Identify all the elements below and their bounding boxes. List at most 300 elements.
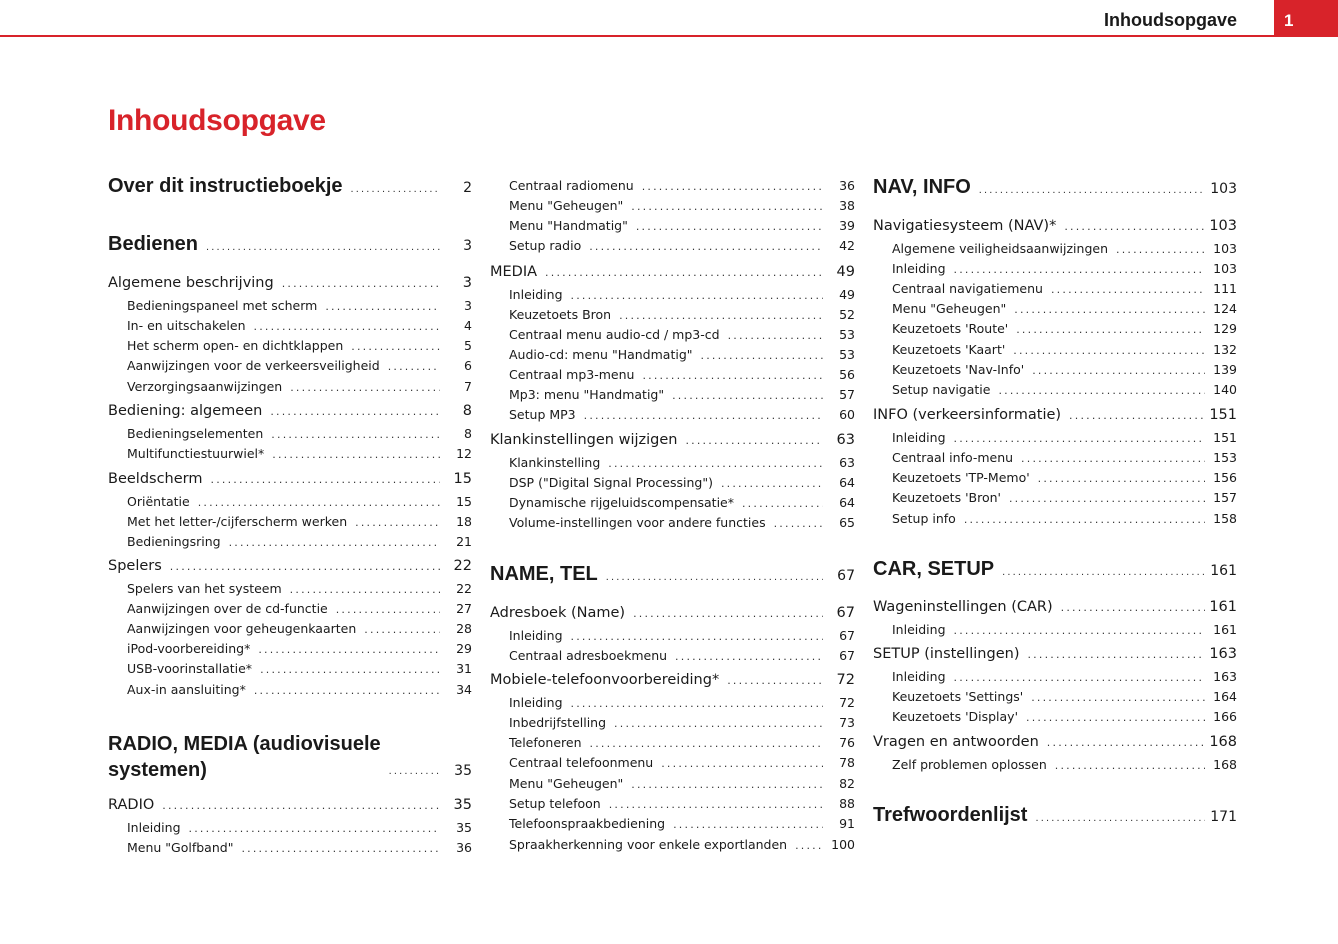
dot-leader <box>229 536 440 549</box>
toc-entry-title: Keuzetoets 'TP-Memo' <box>892 470 1030 485</box>
toc-page-number: 3 <box>463 238 472 254</box>
dot-leader <box>1035 812 1205 824</box>
dot-leader <box>1016 323 1205 336</box>
toc-page-number: 7 <box>464 379 472 394</box>
toc-subentry[interactable] <box>509 198 855 213</box>
toc-entry-title: Keuzetoets 'Bron' <box>892 490 1001 505</box>
toc-page-number: 103 <box>1209 218 1237 234</box>
toc-subentry[interactable] <box>509 407 855 422</box>
toc-chapter[interactable] <box>108 731 472 783</box>
toc-entry-title: Keuzetoets 'Settings' <box>892 689 1024 704</box>
toc-subentry[interactable] <box>509 307 855 322</box>
toc-subentry[interactable] <box>127 682 472 697</box>
toc-page-number: 36 <box>839 178 855 193</box>
toc-entry-title: SETUP (instellingen) <box>873 646 1020 662</box>
toc-page-number: 171 <box>1210 809 1237 825</box>
toc-section[interactable] <box>873 218 1237 234</box>
toc-page-number: 63 <box>836 432 855 448</box>
toc-subentry[interactable] <box>892 709 1237 724</box>
dot-leader <box>290 381 440 394</box>
dot-leader <box>389 765 440 777</box>
toc-entry-title: Bediening: algemeen <box>108 403 263 419</box>
toc-entry-title: USB-voorinstallatie* <box>127 661 253 676</box>
toc-subentry[interactable] <box>892 689 1237 704</box>
toc-entry-title: Menu "Handmatig" <box>509 218 628 233</box>
toc-entry-title: Mp3: menu "Handmatig" <box>509 387 665 402</box>
dot-leader <box>795 839 823 852</box>
toc-subentry[interactable] <box>509 796 855 811</box>
toc-page-number: 72 <box>836 672 855 688</box>
toc-section[interactable] <box>873 734 1237 750</box>
toc-entry-title: Klankinstellingen wijzigen <box>490 432 678 448</box>
toc-entry-title: Dynamische rijgeluidscompensatie* <box>509 495 734 510</box>
toc-page-number: 158 <box>1213 511 1237 526</box>
toc-page-number: 161 <box>1213 622 1237 637</box>
toc-subentry[interactable] <box>509 287 855 302</box>
toc-page-number: 103 <box>1213 261 1237 276</box>
dot-leader <box>1064 220 1205 233</box>
dot-leader <box>954 263 1205 276</box>
toc-subentry[interactable] <box>892 382 1237 397</box>
toc-page-number: 12 <box>456 446 472 461</box>
dot-leader <box>198 496 440 509</box>
toc-page-number: 168 <box>1209 734 1237 750</box>
toc-entry-title: NAME, TEL <box>490 563 598 585</box>
toc-subentry[interactable] <box>892 757 1237 772</box>
toc-entry-title: Inbedrijfstelling <box>509 715 607 730</box>
dot-leader <box>584 409 823 422</box>
toc-page-number: 65 <box>839 515 855 530</box>
toc-subentry[interactable] <box>509 347 855 362</box>
toc-page-number: 139 <box>1213 362 1237 377</box>
dot-leader <box>170 560 440 573</box>
toc-entry-title: Spraakherkenning voor enkele exportlanden <box>509 837 788 852</box>
dot-leader <box>589 240 823 253</box>
dot-leader <box>571 697 823 710</box>
toc-entry-title: Inleiding <box>127 820 181 835</box>
toc-entry-title: DSP ("Digital Signal Processing") <box>509 475 713 490</box>
toc-page-number: 163 <box>1209 646 1237 662</box>
toc-entry-title: Keuzetoets 'Nav-Info' <box>892 362 1025 377</box>
toc-subentry[interactable] <box>127 820 472 835</box>
toc-page-number: 67 <box>839 628 855 643</box>
toc-subentry[interactable] <box>509 816 855 831</box>
toc-entry-title: Inleiding <box>892 669 946 684</box>
toc-page-number: 163 <box>1213 669 1237 684</box>
dot-leader <box>701 349 823 362</box>
dot-leader <box>673 818 823 831</box>
toc-subentry[interactable] <box>509 367 855 382</box>
dot-leader <box>1031 691 1205 704</box>
toc-entry-title-line1: RADIO, MEDIA (audiovisuele <box>108 733 381 755</box>
toc-subentry[interactable] <box>509 648 855 663</box>
toc-entry-title: Keuzetoets 'Kaart' <box>892 342 1006 357</box>
toc-entry-title: Menu "Geheugen" <box>509 776 624 791</box>
toc-section[interactable] <box>490 672 855 688</box>
dot-leader <box>661 757 823 770</box>
toc-entry-title: Met het letter-/cijferscherm werken <box>127 514 348 529</box>
toc-subentry[interactable] <box>892 362 1237 377</box>
dot-leader <box>685 434 823 447</box>
toc-section[interactable] <box>873 599 1237 615</box>
toc-entry-title: Inleiding <box>892 430 946 445</box>
toc-entry-title: Volume-instellingen voor andere functies <box>509 515 766 530</box>
dot-leader <box>355 516 440 529</box>
toc-page-number: 8 <box>462 403 472 419</box>
toc-entry-title: Audio-cd: menu "Handmatig" <box>509 347 693 362</box>
toc-subentry[interactable] <box>892 342 1237 357</box>
dot-leader <box>290 583 440 596</box>
toc-subentry[interactable] <box>127 446 472 461</box>
toc-page-number: 22 <box>453 558 472 574</box>
toc-subentry[interactable] <box>127 534 472 549</box>
toc-subentry[interactable] <box>509 776 855 791</box>
toc-entry-title: Aux-in aansluiting* <box>127 682 246 697</box>
toc-entry-title: Zelf problemen oplossen <box>892 757 1047 772</box>
toc-subentry[interactable] <box>127 358 472 373</box>
toc-entry-title: Centraal info-menu <box>892 450 1014 465</box>
toc-page-number: 2 <box>463 180 472 196</box>
toc-page-number: 34 <box>456 682 472 697</box>
toc-section[interactable] <box>108 403 472 419</box>
toc-entry-title: Inleiding <box>892 622 946 637</box>
toc-chapter[interactable] <box>108 233 472 256</box>
toc-page-number: 151 <box>1213 430 1237 445</box>
dot-leader <box>270 405 440 418</box>
toc-entry-title: Setup telefoon <box>509 796 601 811</box>
toc-entry-title: Centraal radiomenu <box>509 178 634 193</box>
toc-entry-title: INFO (verkeersinformatie) <box>873 407 1062 423</box>
dot-leader <box>254 684 440 697</box>
toc-entry-title: MEDIA <box>490 264 538 280</box>
toc-subentry[interactable] <box>127 581 472 596</box>
dot-leader <box>351 340 440 353</box>
dot-leader <box>1032 364 1205 377</box>
dot-leader <box>675 650 823 663</box>
toc-page-number: 27 <box>456 601 472 616</box>
dot-leader <box>571 630 823 643</box>
toc-page-number: 31 <box>456 661 472 676</box>
dot-leader <box>1014 303 1205 316</box>
toc-page-number: 67 <box>837 568 855 584</box>
toc-page-number: 140 <box>1213 382 1237 397</box>
toc-entry-title: Aanwijzingen over de cd-functie <box>127 601 328 616</box>
toc-subentry[interactable] <box>509 628 855 643</box>
dot-leader <box>728 329 823 342</box>
toc-subentry[interactable] <box>127 298 472 313</box>
toc-page-number: 28 <box>456 621 472 636</box>
dot-leader <box>571 289 823 302</box>
toc-entry-title <box>108 731 381 783</box>
toc-subentry[interactable] <box>892 321 1237 336</box>
toc-subentry[interactable] <box>892 261 1237 276</box>
toc-subentry[interactable] <box>892 281 1237 296</box>
toc-page-number: 18 <box>456 514 472 529</box>
toc-subentry[interactable] <box>127 661 472 676</box>
toc-entry-title: Keuzetoets 'Route' <box>892 321 1009 336</box>
toc-entry-title: RADIO <box>108 797 155 813</box>
dot-leader <box>964 513 1205 526</box>
toc-subentry[interactable] <box>127 621 472 636</box>
toc-page-number: 161 <box>1210 563 1237 579</box>
toc-subentry[interactable] <box>127 641 472 656</box>
toc-subentry[interactable] <box>892 301 1237 316</box>
dot-leader <box>189 822 440 835</box>
toc-page-number: 161 <box>1209 599 1237 615</box>
toc-entry-title: Verzorgingsaanwijzingen <box>127 379 283 394</box>
toc-entry-title: Setup MP3 <box>509 407 576 422</box>
toc-section[interactable] <box>490 432 855 448</box>
toc-entry-title: Setup radio <box>509 238 582 253</box>
toc-subentry[interactable] <box>509 837 855 852</box>
toc-entry-title: Spelers <box>108 558 162 574</box>
toc-page-number: 3 <box>464 298 472 313</box>
toc-entry-title: Inleiding <box>509 287 563 302</box>
dot-leader <box>642 180 823 193</box>
dot-leader <box>545 266 823 279</box>
toc-page-number: 151 <box>1209 407 1237 423</box>
toc-page-number: 124 <box>1213 301 1237 316</box>
toc-page-number: 73 <box>839 715 855 730</box>
toc-page-number: 156 <box>1213 470 1237 485</box>
header-title: Inhoudsopgave <box>1103 10 1237 30</box>
toc-section[interactable] <box>108 797 472 813</box>
toc-subentry[interactable] <box>892 430 1237 445</box>
toc-page-number: 36 <box>456 840 472 855</box>
dot-leader <box>614 717 823 730</box>
toc-section[interactable] <box>873 407 1237 423</box>
toc-subentry[interactable] <box>509 515 855 530</box>
toc-entry-title: Centraal telefoonmenu <box>509 755 654 770</box>
toc-entry-title: Aanwijzingen voor geheugenkaarten <box>127 621 357 636</box>
toc-page-number: 63 <box>839 455 855 470</box>
toc-entry-title: Keuzetoets Bron <box>509 307 612 322</box>
toc-subentry[interactable] <box>509 387 855 402</box>
toc-subentry[interactable] <box>892 450 1237 465</box>
dot-leader <box>260 663 440 676</box>
toc-page-number: 91 <box>839 816 855 831</box>
toc-page-number: 76 <box>839 735 855 750</box>
toc-chapter[interactable] <box>873 804 1237 827</box>
dot-leader <box>619 309 823 322</box>
toc-subentry[interactable] <box>127 494 472 509</box>
toc-page-number: 21 <box>456 534 472 549</box>
header-rule <box>0 35 1338 37</box>
toc-entry-title: Wageninstellingen (CAR) <box>873 599 1053 615</box>
toc-page-number: 67 <box>839 648 855 663</box>
dot-leader <box>1069 409 1205 422</box>
dot-leader <box>1009 492 1205 505</box>
toc-section[interactable] <box>490 605 855 621</box>
toc-entry-title: Aanwijzingen voor de verkeersveiligheid <box>127 358 380 373</box>
toc-subentry[interactable] <box>509 495 855 510</box>
dot-leader <box>642 369 823 382</box>
toc-page-number: 153 <box>1213 450 1237 465</box>
toc-entry-title: Adresboek (Name) <box>490 605 626 621</box>
dot-leader <box>336 603 440 616</box>
toc-entry-title: Centraal menu audio-cd / mp3-cd <box>509 327 720 342</box>
dot-leader <box>162 799 440 812</box>
dot-leader <box>631 778 823 791</box>
toc-subentry[interactable] <box>892 241 1237 256</box>
dot-leader <box>633 607 823 620</box>
toc-entry-title: Menu "Geheugen" <box>509 198 624 213</box>
toc-entry-title: Centraal adresboekmenu <box>509 648 668 663</box>
toc-page-number: 35 <box>453 797 472 813</box>
toc-entry-title: Trefwoordenlijst <box>873 804 1028 826</box>
toc-subentry[interactable] <box>509 755 855 770</box>
toc-page-number: 3 <box>462 275 472 291</box>
toc-section[interactable] <box>108 275 472 291</box>
toc-subentry[interactable] <box>509 695 855 710</box>
toc-page-number: 103 <box>1210 181 1237 197</box>
toc-subentry[interactable] <box>127 318 472 333</box>
toc-subentry[interactable] <box>892 622 1237 637</box>
toc-subentry[interactable] <box>127 338 472 353</box>
dot-leader <box>609 798 823 811</box>
dot-leader <box>325 300 440 313</box>
toc-section[interactable] <box>873 646 1237 662</box>
dot-leader <box>979 184 1205 196</box>
toc-subentry[interactable] <box>892 511 1237 526</box>
toc-subentry[interactable] <box>509 475 855 490</box>
toc-entry-title: Het scherm open- en dichtklappen <box>127 338 344 353</box>
dot-leader <box>774 517 823 530</box>
toc-entry-title: Setup info <box>892 511 956 526</box>
toc-entry-title: Bedieningsring <box>127 534 221 549</box>
dot-leader <box>590 737 823 750</box>
toc-entry-title: Spelers van het systeem <box>127 581 282 596</box>
toc-section[interactable] <box>490 264 855 280</box>
dot-leader <box>721 477 823 490</box>
toc-subentry[interactable] <box>509 218 855 233</box>
toc-page-number: 164 <box>1213 689 1237 704</box>
toc-entry-title: Algemene veiligheidsaanwijzingen <box>892 241 1108 256</box>
toc-entry-title: CAR, SETUP <box>873 558 995 580</box>
toc-chapter[interactable] <box>873 176 1237 199</box>
dot-leader <box>351 183 440 195</box>
dot-leader <box>1047 736 1205 749</box>
toc-subentry[interactable] <box>892 490 1237 505</box>
dot-leader <box>1061 601 1205 614</box>
toc-entry-title: iPod-voorbereiding* <box>127 641 251 656</box>
toc-page-number: 8 <box>464 426 472 441</box>
toc-entry-title: Setup navigatie <box>892 382 991 397</box>
toc-page-number: 129 <box>1213 321 1237 336</box>
toc-page-number: 56 <box>839 367 855 382</box>
toc-page-number: 82 <box>839 776 855 791</box>
toc-entry-title: Beeldscherm <box>108 471 203 487</box>
toc-entry-title: Keuzetoets 'Display' <box>892 709 1019 724</box>
toc-entry-title: Bedieningselementen <box>127 426 264 441</box>
toc-subentry[interactable] <box>127 840 472 855</box>
dot-leader <box>1002 566 1205 578</box>
toc-subentry[interactable] <box>509 327 855 342</box>
header-page-number: 1 <box>1274 0 1338 37</box>
toc-entry-title: Centraal mp3-menu <box>509 367 635 382</box>
toc-page-number: 53 <box>839 347 855 362</box>
toc-page-number: 78 <box>839 755 855 770</box>
dot-leader <box>1051 283 1205 296</box>
toc-page-number: 72 <box>839 695 855 710</box>
dot-leader <box>1021 452 1205 465</box>
toc-subentry[interactable] <box>127 426 472 441</box>
toc-section[interactable] <box>108 471 472 487</box>
toc-subentry[interactable] <box>892 669 1237 684</box>
toc-entry-title: Inleiding <box>892 261 946 276</box>
dot-leader <box>636 220 823 233</box>
dot-leader <box>608 457 823 470</box>
toc-entry-title: Centraal navigatiemenu <box>892 281 1043 296</box>
toc-subentry[interactable] <box>509 238 855 253</box>
dot-leader <box>388 360 440 373</box>
toc-entry-title: Vragen en antwoorden <box>873 734 1039 750</box>
toc-entry-title: Inleiding <box>509 695 563 710</box>
toc-page-number: 157 <box>1213 490 1237 505</box>
toc-page-number: 39 <box>839 218 855 233</box>
dot-leader <box>211 473 441 486</box>
dot-leader <box>1116 243 1205 256</box>
toc-entry-title-line2: systemen) <box>108 759 207 781</box>
toc-entry-title: Bedieningspaneel met scherm <box>127 298 318 313</box>
toc-page-number: 53 <box>839 327 855 342</box>
toc-subentry[interactable] <box>892 470 1237 485</box>
toc-chapter[interactable] <box>108 175 472 198</box>
dot-leader <box>1055 759 1205 772</box>
dot-leader <box>998 384 1205 397</box>
toc-page-number: 52 <box>839 307 855 322</box>
toc-subentry[interactable] <box>509 715 855 730</box>
toc-subentry[interactable] <box>127 379 472 394</box>
dot-leader <box>1027 648 1205 661</box>
toc-subentry[interactable] <box>509 455 855 470</box>
toc-page-number: 38 <box>839 198 855 213</box>
toc-page-number: 111 <box>1213 281 1237 296</box>
dot-leader <box>954 671 1205 684</box>
toc-page-number: 49 <box>836 264 855 280</box>
toc-entry-title: Algemene beschrijving <box>108 275 274 291</box>
toc-page-number: 35 <box>454 763 472 779</box>
dot-leader <box>271 428 440 441</box>
toc-page-number: 132 <box>1213 342 1237 357</box>
dot-leader <box>672 389 823 402</box>
toc-chapter[interactable] <box>490 563 855 586</box>
toc-page-number: 22 <box>456 581 472 596</box>
toc-entry-title: Klankinstelling <box>509 455 601 470</box>
toc-subentry[interactable] <box>127 601 472 616</box>
toc-entry-title: Multifunctiestuurwiel* <box>127 446 265 461</box>
toc-page-number: 100 <box>831 837 855 852</box>
toc-page-number: 168 <box>1213 757 1237 772</box>
toc-section[interactable] <box>108 558 472 574</box>
toc-subentry[interactable] <box>509 735 855 750</box>
toc-page-number: 64 <box>839 495 855 510</box>
dot-leader <box>282 277 440 290</box>
dot-leader <box>954 624 1205 637</box>
dot-leader <box>1013 344 1205 357</box>
toc-entry-title: Telefoneren <box>509 735 582 750</box>
dot-leader <box>272 448 440 461</box>
toc-subentry[interactable] <box>127 514 472 529</box>
toc-page-number: 4 <box>464 318 472 333</box>
toc-chapter[interactable] <box>873 558 1237 581</box>
toc-entry-title: Oriëntatie <box>127 494 190 509</box>
toc-page-number: 103 <box>1213 241 1237 256</box>
page-title: Inhoudsopgave <box>108 104 326 137</box>
toc-page-number: 5 <box>464 338 472 353</box>
toc-subentry[interactable] <box>509 178 855 193</box>
toc-entry-title: Over dit instructieboekje <box>108 175 343 197</box>
